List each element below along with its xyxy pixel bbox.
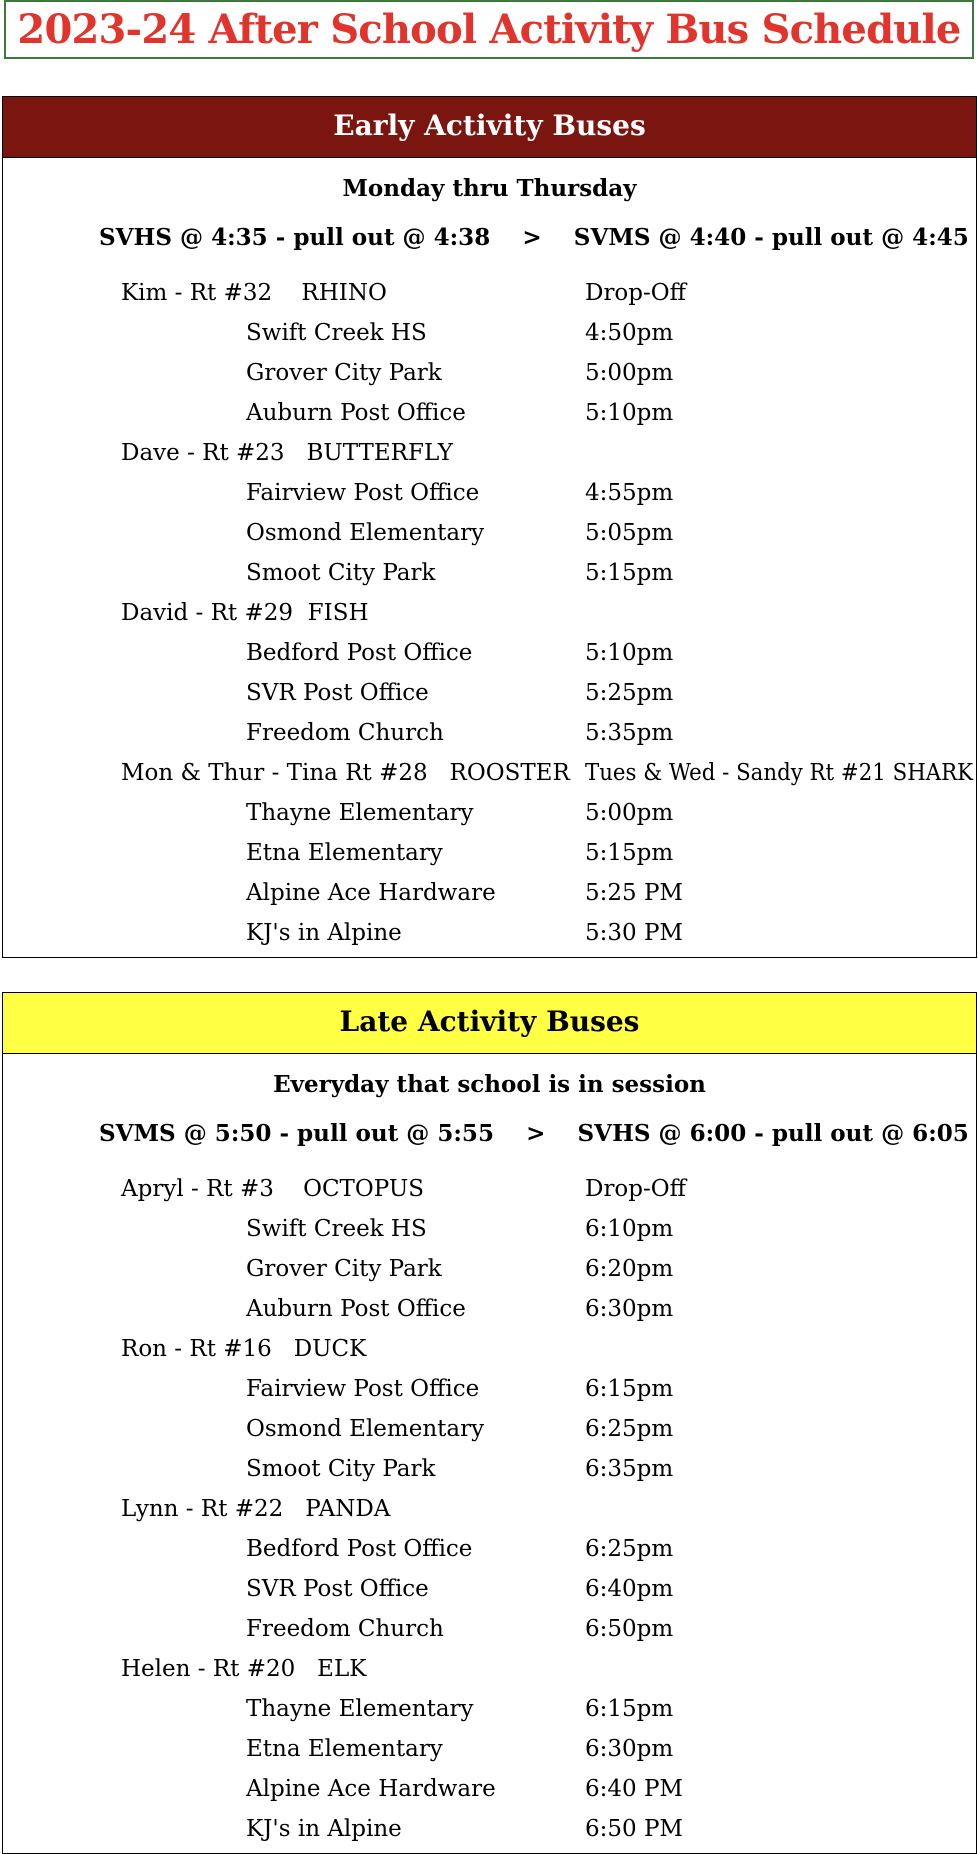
drop-off-time: 6:15pm <box>585 1376 674 1402</box>
drop-off-time: 6:10pm <box>585 1216 674 1242</box>
stop-name: Smoot City Park <box>246 560 436 586</box>
route-driver-label: Lynn - Rt #22 PANDA <box>121 1496 391 1522</box>
drop-off-time: 4:50pm <box>585 320 674 346</box>
drop-off-time: 6:25pm <box>585 1416 674 1442</box>
stop-row <box>3 513 976 553</box>
stop-row <box>3 1729 976 1769</box>
stop-row <box>3 913 976 953</box>
stop-name: Alpine Ace Hardware <box>246 1776 496 1802</box>
stop-name: Alpine Ace Hardware <box>246 880 496 906</box>
stop-name: Bedford Post Office <box>246 1536 473 1562</box>
stop-name: SVR Post Office <box>246 680 429 706</box>
stop-row <box>3 1769 976 1809</box>
stop-row <box>3 1809 976 1849</box>
page-title: 2023-24 After School Activity Bus Schedule <box>17 6 961 53</box>
drop-off-time: 6:25pm <box>585 1536 674 1562</box>
stop-row <box>3 793 976 833</box>
stop-row <box>3 313 976 353</box>
route-driver-label: David - Rt #29 FISH <box>121 600 369 626</box>
drop-off-time: 6:30pm <box>585 1736 674 1762</box>
early-route-list <box>3 273 976 953</box>
early-buses-section <box>2 96 977 958</box>
stop-row <box>3 1689 976 1729</box>
route-note: Tues & Wed - Sandy Rt #21 SHARK <box>585 760 974 786</box>
late-days-label: Everyday that school is in session <box>273 1071 706 1098</box>
stop-name: Swift Creek HS <box>246 320 427 346</box>
stop-name: Auburn Post Office <box>246 1296 466 1322</box>
drop-off-time: 5:00pm <box>585 360 674 386</box>
drop-off-time: 6:20pm <box>585 1256 674 1282</box>
early-departure-times: SVHS @ 4:35 - pull out @ 4:38 > SVMS @ 4:40 - pull out @ 4:45 <box>99 223 969 251</box>
drop-off-time: 5:05pm <box>585 520 674 546</box>
drop-off-time: 5:35pm <box>585 720 674 746</box>
late-departure-times: SVMS @ 5:50 - pull out @ 5:55 > SVHS @ 6:00 - pull out @ 6:05 <box>99 1119 969 1147</box>
stop-row <box>3 713 976 753</box>
early-days-label: Monday thru Thursday <box>342 175 637 202</box>
route-row <box>3 1329 976 1369</box>
drop-off-time: 5:30 PM <box>585 920 683 946</box>
stop-row <box>3 873 976 913</box>
stop-row <box>3 1409 976 1449</box>
stop-name: Fairview Post Office <box>246 1376 480 1402</box>
drop-off-time: 4:55pm <box>585 480 674 506</box>
drop-off-time: 5:25pm <box>585 680 674 706</box>
stop-name: Freedom Church <box>246 1616 444 1642</box>
drop-off-time: 6:50pm <box>585 1616 674 1642</box>
drop-off-time: 6:30pm <box>585 1296 674 1322</box>
stop-name: Thayne Elementary <box>246 800 474 826</box>
drop-off-time: 5:10pm <box>585 640 674 666</box>
stop-row <box>3 1449 976 1489</box>
route-row <box>3 1169 976 1209</box>
stop-name: Bedford Post Office <box>246 640 473 666</box>
stop-name: Etna Elementary <box>246 1736 443 1762</box>
route-row <box>3 1489 976 1529</box>
stop-row <box>3 633 976 673</box>
route-driver-label: Kim - Rt #32 RHINO <box>121 280 387 306</box>
stop-row <box>3 1529 976 1569</box>
drop-off-time: 6:15pm <box>585 1696 674 1722</box>
stop-name: Etna Elementary <box>246 840 443 866</box>
drop-off-time: 6:50 PM <box>585 1816 683 1842</box>
stop-name: Osmond Elementary <box>246 520 485 546</box>
stop-name: Osmond Elementary <box>246 1416 485 1442</box>
stop-name: Freedom Church <box>246 720 444 746</box>
stop-row <box>3 393 976 433</box>
stop-name: Grover City Park <box>246 360 442 386</box>
drop-off-time: 5:15pm <box>585 840 674 866</box>
late-route-list <box>3 1169 976 1849</box>
stop-row <box>3 1209 976 1249</box>
stop-row <box>3 473 976 513</box>
early-buses-header: Early Activity Buses <box>3 97 976 158</box>
route-driver-label: Apryl - Rt #3 OCTOPUS <box>121 1176 424 1202</box>
stop-name: SVR Post Office <box>246 1576 429 1602</box>
stop-row <box>3 673 976 713</box>
drop-off-time: 5:00pm <box>585 800 674 826</box>
drop-off-time: 5:15pm <box>585 560 674 586</box>
stop-row <box>3 1289 976 1329</box>
stop-name: Fairview Post Office <box>246 480 480 506</box>
stop-name: KJ's in Alpine <box>246 920 402 946</box>
route-note: Drop-Off <box>585 1176 686 1202</box>
route-driver-label: Ron - Rt #16 DUCK <box>121 1336 367 1362</box>
stop-row <box>3 1369 976 1409</box>
stop-name: KJ's in Alpine <box>246 1816 402 1842</box>
drop-off-time: 6:35pm <box>585 1456 674 1482</box>
drop-off-time: 5:25 PM <box>585 880 683 906</box>
stop-row <box>3 1249 976 1289</box>
route-driver-label: Dave - Rt #23 BUTTERFLY <box>121 440 453 466</box>
stop-row <box>3 1609 976 1649</box>
drop-off-time: 5:10pm <box>585 400 674 426</box>
route-row <box>3 1649 976 1689</box>
route-driver-label: Helen - Rt #20 ELK <box>121 1656 367 1682</box>
stop-row <box>3 353 976 393</box>
stop-row <box>3 1569 976 1609</box>
route-note: Drop-Off <box>585 280 686 306</box>
stop-name: Thayne Elementary <box>246 1696 474 1722</box>
stop-row <box>3 553 976 593</box>
late-buses-header: Late Activity Buses <box>3 993 976 1054</box>
route-row <box>3 593 976 633</box>
stop-row <box>3 833 976 873</box>
route-driver-label: Mon & Thur - Tina Rt #28 ROOSTER <box>121 760 570 786</box>
stop-name: Grover City Park <box>246 1256 442 1282</box>
route-row <box>3 273 976 313</box>
schedule-title-box <box>4 0 974 59</box>
route-row <box>3 753 976 793</box>
stop-name: Swift Creek HS <box>246 1216 427 1242</box>
stop-name: Smoot City Park <box>246 1456 436 1482</box>
stop-name: Auburn Post Office <box>246 400 466 426</box>
route-row <box>3 433 976 473</box>
drop-off-time: 6:40 PM <box>585 1776 683 1802</box>
late-buses-section <box>2 992 977 1854</box>
drop-off-time: 6:40pm <box>585 1576 674 1602</box>
